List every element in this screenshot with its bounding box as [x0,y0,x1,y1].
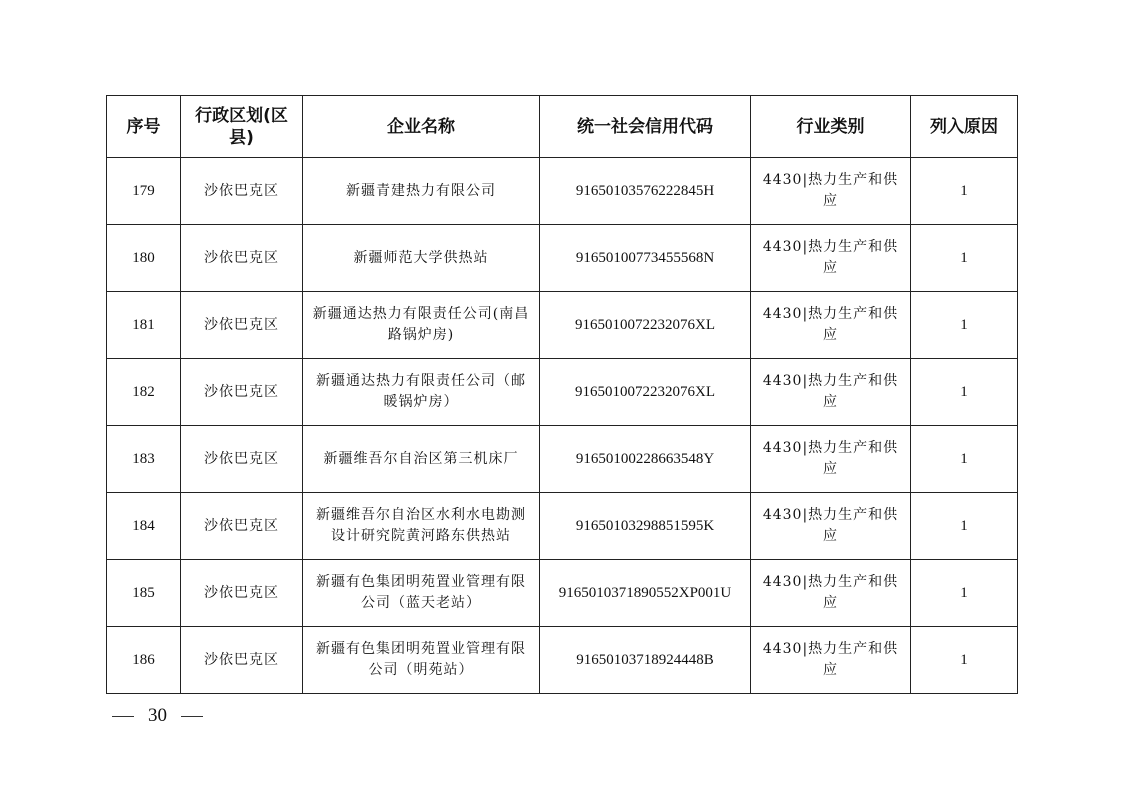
table-row [107,359,1018,426]
cell-enterprise-name: 新疆通达热力有限责任公司（邮暖锅炉房） [303,359,540,426]
cell-seq: 180 [107,225,181,292]
table-header [107,96,1018,158]
header-enterprise-name: 企业名称 [303,96,540,158]
cell-seq: 184 [107,493,181,560]
cell-reason: 1 [911,627,1018,694]
cell-reason: 1 [911,560,1018,627]
cell-industry: 4430|热力生产和供应 [751,627,911,694]
cell-credit-code: 9165010072232076XL [540,292,751,359]
cell-seq: 182 [107,359,181,426]
cell-seq: 186 [107,627,181,694]
cell-reason: 1 [911,292,1018,359]
cell-district: 沙依巴克区 [181,426,303,493]
cell-industry: 4430|热力生产和供应 [751,426,911,493]
cell-seq: 185 [107,560,181,627]
cell-district: 沙依巴克区 [181,627,303,694]
cell-reason: 1 [911,493,1018,560]
footer-dash-right [181,716,203,717]
cell-reason: 1 [911,158,1018,225]
cell-district: 沙依巴克区 [181,158,303,225]
footer-dash-left [112,716,134,717]
header-reason: 列入原因 [911,96,1018,158]
cell-industry: 4430|热力生产和供应 [751,225,911,292]
header-credit-code: 统一社会信用代码 [540,96,751,158]
cell-industry: 4430|热力生产和供应 [751,158,911,225]
header-row [107,96,1018,158]
cell-district: 沙依巴克区 [181,359,303,426]
cell-credit-code: 91650103718924448B [540,627,751,694]
cell-enterprise-name: 新疆有色集团明苑置业管理有限公司（蓝天老站） [303,560,540,627]
header-seq: 序号 [107,96,181,158]
cell-district: 沙依巴克区 [181,225,303,292]
cell-seq: 179 [107,158,181,225]
cell-industry: 4430|热力生产和供应 [751,493,911,560]
page-number: 30 [148,705,167,726]
table-row [107,560,1018,627]
cell-credit-code: 91650103576222845H [540,158,751,225]
cell-industry: 4430|热力生产和供应 [751,560,911,627]
cell-district: 沙依巴克区 [181,292,303,359]
cell-enterprise-name: 新疆有色集团明苑置业管理有限公司（明苑站） [303,627,540,694]
cell-reason: 1 [911,426,1018,493]
page-footer [112,705,203,727]
cell-industry: 4430|热力生产和供应 [751,292,911,359]
header-industry: 行业类别 [751,96,911,158]
cell-seq: 183 [107,426,181,493]
table-row [107,158,1018,225]
table-row [107,627,1018,694]
table-body [107,158,1018,694]
cell-credit-code: 9165010072232076XL [540,359,751,426]
cell-credit-code: 91650100773455568N [540,225,751,292]
cell-enterprise-name: 新疆维吾尔自治区第三机床厂 [303,426,540,493]
cell-reason: 1 [911,225,1018,292]
cell-district: 沙依巴克区 [181,560,303,627]
cell-reason: 1 [911,359,1018,426]
cell-seq: 181 [107,292,181,359]
table-row [107,493,1018,560]
cell-credit-code: 91650100228663548Y [540,426,751,493]
cell-industry: 4430|热力生产和供应 [751,359,911,426]
cell-district: 沙依巴克区 [181,493,303,560]
cell-enterprise-name: 新疆维吾尔自治区水利水电勘测设计研究院黄河路东供热站 [303,493,540,560]
header-district: 行政区划(区县) [181,96,303,158]
cell-credit-code: 91650103298851595K [540,493,751,560]
cell-credit-code: 9165010371890552XP001U [540,560,751,627]
table-row [107,292,1018,359]
cell-enterprise-name: 新疆师范大学供热站 [303,225,540,292]
enterprise-table [106,95,1018,694]
cell-enterprise-name: 新疆青建热力有限公司 [303,158,540,225]
table-row [107,225,1018,292]
cell-enterprise-name: 新疆通达热力有限责任公司(南昌路锅炉房) [303,292,540,359]
table-row [107,426,1018,493]
